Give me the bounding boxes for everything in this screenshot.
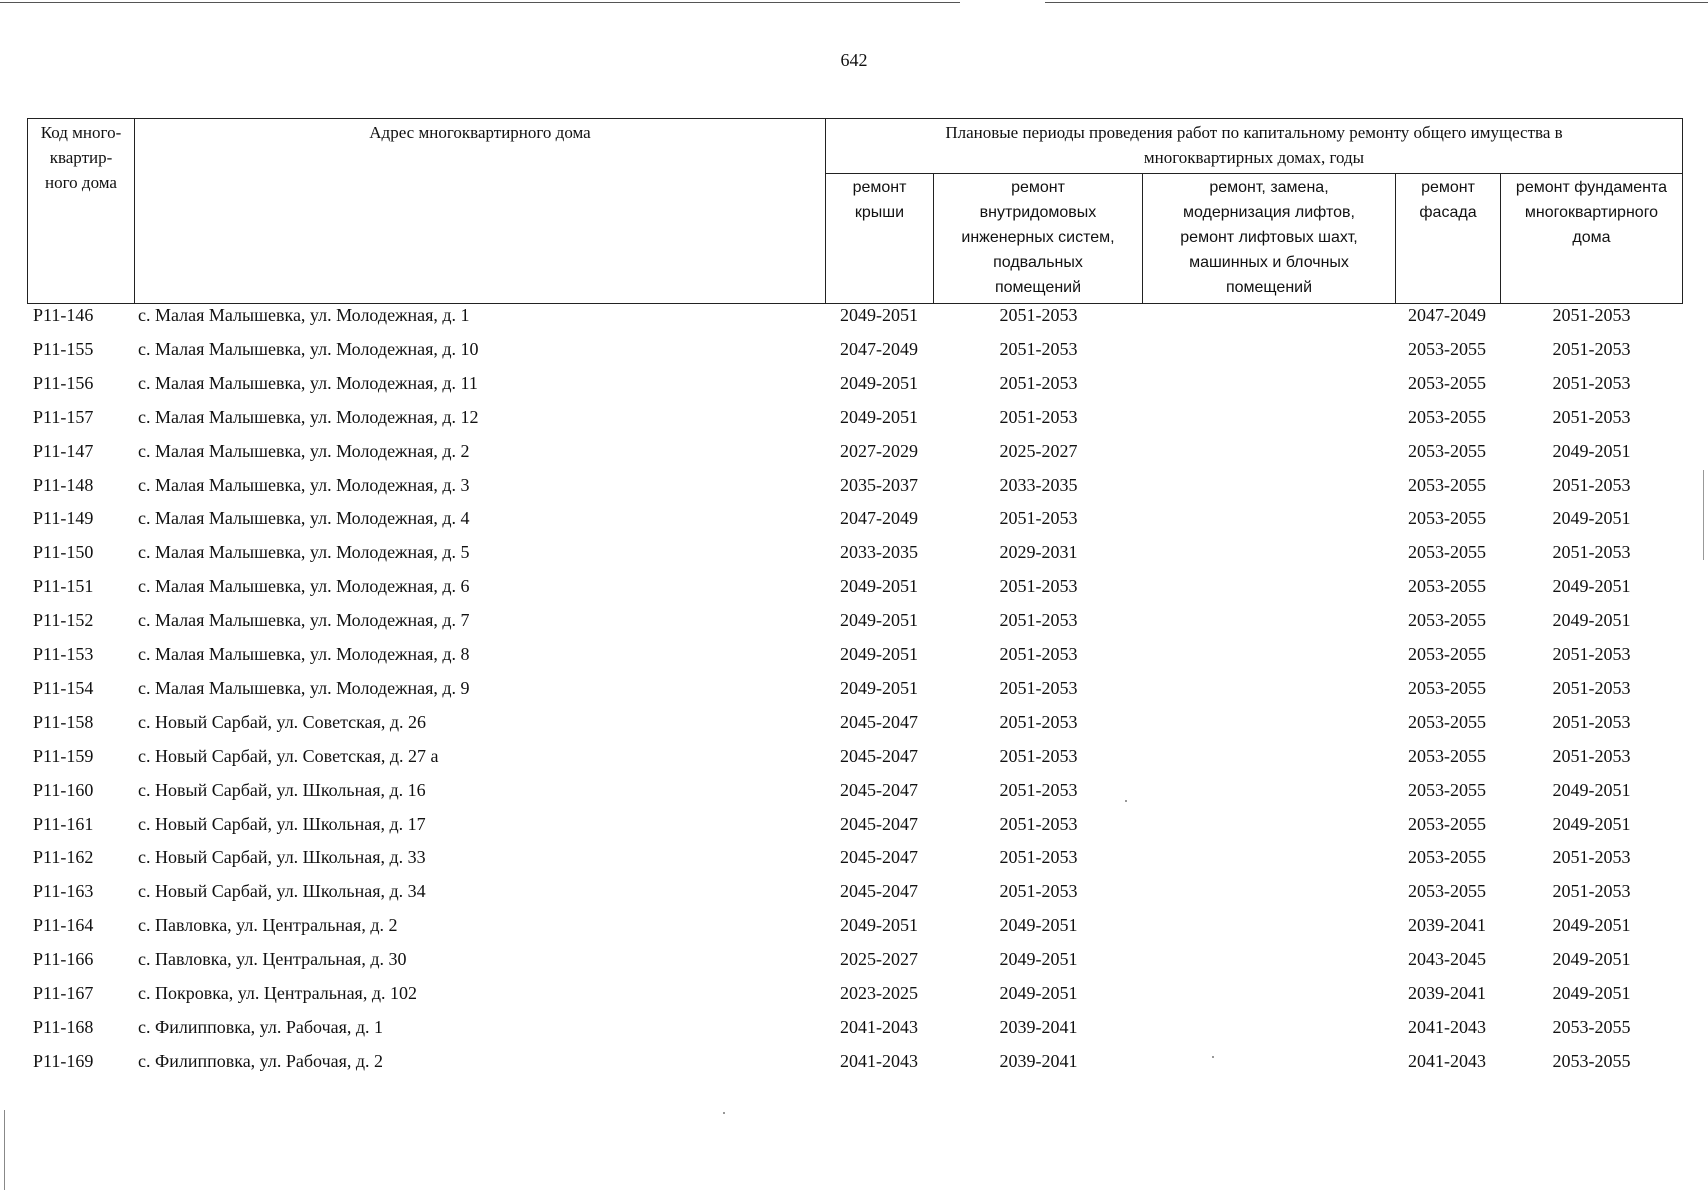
foundation-period-cell: 2049-2051 <box>1552 508 1631 529</box>
roof-period-cell: 2033-2035 <box>840 542 918 563</box>
foundation-period-cell: 2051-2053 <box>1552 745 1631 766</box>
roof-period-cell: 2035-2037 <box>840 474 918 495</box>
facade-period-cell: 2039-2041 <box>1408 915 1486 936</box>
systems-period-cell: 2051-2053 <box>999 338 1078 359</box>
table-row <box>0 610 1708 644</box>
roof-period-cell: 2025-2027 <box>840 949 918 970</box>
address-cell: с. Малая Малышевка, ул. Молодежная, д. 6 <box>138 576 470 597</box>
code-cell: P11-161 <box>33 813 94 834</box>
code-cell: P11-151 <box>33 576 94 597</box>
address-cell: с. Малая Малышевка, ул. Молодежная, д. 10 <box>138 338 479 359</box>
facade-period-cell: 2053-2055 <box>1408 745 1486 766</box>
code-cell: P11-150 <box>33 542 94 563</box>
roof-period-cell: 2045-2047 <box>840 745 918 766</box>
foundation-period-cell: 2053-2055 <box>1552 1016 1631 1037</box>
foundation-period-cell: 2051-2053 <box>1552 338 1631 359</box>
roof-period-cell: 2045-2047 <box>840 813 918 834</box>
foundation-period-cell: 2051-2053 <box>1552 677 1631 698</box>
scan-speck <box>723 1112 725 1114</box>
code-cell: P11-156 <box>33 372 94 393</box>
foundation-period-cell: 2051-2053 <box>1552 711 1631 732</box>
systems-period-cell: 2025-2027 <box>999 440 1078 461</box>
table-row <box>0 746 1708 780</box>
systems-period-cell: 2049-2051 <box>999 983 1078 1003</box>
roof-period-cell: 2041-2043 <box>840 1016 918 1037</box>
address-cell: с. Малая Малышевка, ул. Молодежная, д. 1 <box>138 305 470 325</box>
address-cell: с. Малая Малышевка, ул. Молодежная, д. 3 <box>138 474 470 495</box>
systems-period-cell: 2051-2053 <box>999 847 1078 868</box>
code-cell: P11-160 <box>33 779 94 800</box>
systems-period-cell: 2039-2041 <box>999 1050 1078 1071</box>
top-rule <box>0 2 960 3</box>
systems-period-cell: 2049-2051 <box>999 915 1078 936</box>
roof-period-cell: 2045-2047 <box>840 881 918 902</box>
systems-period-cell: 2051-2053 <box>999 711 1078 732</box>
header-lifts-label: ремонт, замена, модернизация лифтов, ремонт лифтовых шахт, машинных и блочных помещений <box>1180 179 1358 296</box>
table-row <box>0 814 1708 848</box>
code-cell: P11-164 <box>33 915 94 936</box>
systems-period-cell: 2051-2053 <box>999 745 1078 766</box>
address-cell: с. Малая Малышевка, ул. Молодежная, д. 2 <box>138 440 470 461</box>
table-header <box>27 118 1683 304</box>
address-cell: с. Малая Малышевка, ул. Молодежная, д. 5 <box>138 542 470 563</box>
top-rule <box>1045 2 1708 3</box>
header-roof-label: ремонт крыши <box>852 179 907 221</box>
table-row <box>0 644 1708 678</box>
table-row <box>0 881 1708 915</box>
facade-period-cell: 2053-2055 <box>1408 881 1486 902</box>
address-cell: с. Малая Малышевка, ул. Молодежная, д. 7 <box>138 610 470 631</box>
header-group-label: Плановые периоды проведения работ по капитальному ремонту общего имущества в многоквартирных домах, годы <box>945 123 1563 167</box>
roof-period-cell: 2049-2051 <box>840 372 918 393</box>
table-row <box>0 678 1708 712</box>
systems-period-cell: 2051-2053 <box>999 305 1078 325</box>
foundation-period-cell: 2049-2051 <box>1552 779 1631 800</box>
code-cell: P11-155 <box>33 338 94 359</box>
facade-period-cell: 2053-2055 <box>1408 542 1486 563</box>
header-cell-address <box>134 118 826 304</box>
code-cell: P11-163 <box>33 881 94 902</box>
foundation-period-cell: 2049-2051 <box>1552 440 1631 461</box>
facade-period-cell: 2053-2055 <box>1408 338 1486 359</box>
table-row <box>0 712 1708 746</box>
roof-period-cell: 2041-2043 <box>840 1050 918 1071</box>
table-row <box>0 780 1708 814</box>
systems-period-cell: 2049-2051 <box>999 949 1078 970</box>
code-cell: P11-146 <box>33 305 94 325</box>
foundation-period-cell: 2051-2053 <box>1552 474 1631 495</box>
systems-period-cell: 2029-2031 <box>999 542 1078 563</box>
systems-period-cell: 2051-2053 <box>999 610 1078 631</box>
foundation-period-cell: 2051-2053 <box>1552 644 1631 664</box>
roof-period-cell: 2049-2051 <box>840 915 918 936</box>
foundation-period-cell: 2049-2051 <box>1552 915 1631 936</box>
header-systems-label: ремонт внутридомовых инженерных систем, подвальных помещений <box>961 179 1115 296</box>
foundation-period-cell: 2049-2051 <box>1552 576 1631 597</box>
address-cell: с. Новый Сарбай, ул. Школьная, д. 33 <box>138 847 426 868</box>
roof-period-cell: 2049-2051 <box>840 576 918 597</box>
code-cell: P11-157 <box>33 406 94 427</box>
address-cell: с. Новый Сарбай, ул. Советская, д. 26 <box>138 711 427 732</box>
systems-period-cell: 2051-2053 <box>999 576 1078 597</box>
code-cell: P11-147 <box>33 440 94 461</box>
foundation-period-cell: 2049-2051 <box>1552 813 1631 834</box>
code-cell: P11-167 <box>33 983 94 1003</box>
systems-period-cell: 2051-2053 <box>999 372 1078 393</box>
roof-period-cell: 2045-2047 <box>840 847 918 868</box>
facade-period-cell: 2041-2043 <box>1408 1050 1486 1071</box>
table-row <box>0 576 1708 610</box>
systems-period-cell: 2051-2053 <box>999 881 1078 902</box>
page-number: 642 <box>840 50 868 70</box>
roof-period-cell: 2049-2051 <box>840 305 918 325</box>
code-cell: P11-158 <box>33 711 94 732</box>
table-row <box>0 915 1708 949</box>
foundation-period-cell: 2053-2055 <box>1552 1050 1631 1071</box>
systems-period-cell: 2051-2053 <box>999 813 1078 834</box>
code-cell: P11-162 <box>33 847 94 868</box>
address-cell: с. Павловка, ул. Центральная, д. 2 <box>138 915 398 936</box>
roof-period-cell: 2049-2051 <box>840 644 918 664</box>
code-cell: P11-153 <box>33 644 94 664</box>
address-cell: с. Малая Малышевка, ул. Молодежная, д. 8 <box>138 644 470 664</box>
address-cell: с. Малая Малышевка, ул. Молодежная, д. 11 <box>138 372 478 393</box>
address-cell: с. Малая Малышевка, ул. Молодежная, д. 12 <box>138 406 479 427</box>
facade-period-cell: 2053-2055 <box>1408 677 1486 698</box>
address-cell: с. Новый Сарбай, ул. Советская, д. 27 а <box>138 745 439 766</box>
foundation-period-cell: 2049-2051 <box>1552 949 1631 970</box>
foundation-period-cell: 2049-2051 <box>1552 610 1631 631</box>
facade-period-cell: 2043-2045 <box>1408 949 1486 970</box>
facade-period-cell: 2053-2055 <box>1408 406 1486 427</box>
facade-period-cell: 2053-2055 <box>1408 508 1486 529</box>
facade-period-cell: 2053-2055 <box>1408 440 1486 461</box>
table-row <box>0 983 1708 1017</box>
code-cell: P11-169 <box>33 1050 94 1071</box>
roof-period-cell: 2023-2025 <box>840 983 918 1003</box>
foundation-period-cell: 2051-2053 <box>1552 542 1631 563</box>
foundation-period-cell: 2051-2053 <box>1552 372 1631 393</box>
code-cell: P11-159 <box>33 745 94 766</box>
table-row <box>0 305 1708 339</box>
scan-edge-mark <box>4 1110 5 1190</box>
foundation-period-cell: 2051-2053 <box>1552 881 1631 902</box>
facade-period-cell: 2039-2041 <box>1408 983 1486 1003</box>
facade-period-cell: 2053-2055 <box>1408 372 1486 393</box>
code-cell: P11-168 <box>33 1016 94 1037</box>
facade-period-cell: 2053-2055 <box>1408 711 1486 732</box>
header-foundation-label: ремонт фундамента многоквартирного дома <box>1515 179 1668 246</box>
table-row <box>0 949 1708 983</box>
facade-period-cell: 2053-2055 <box>1408 474 1486 495</box>
systems-period-cell: 2033-2035 <box>999 474 1078 495</box>
table-row <box>0 407 1708 441</box>
roof-period-cell: 2047-2049 <box>840 338 918 359</box>
address-cell: с. Новый Сарбай, ул. Школьная, д. 17 <box>138 813 426 834</box>
address-cell: с. Покровка, ул. Центральная, д. 102 <box>138 983 417 1003</box>
systems-period-cell: 2039-2041 <box>999 1016 1078 1037</box>
roof-period-cell: 2045-2047 <box>840 711 918 732</box>
facade-period-cell: 2053-2055 <box>1408 644 1486 664</box>
code-cell: P11-152 <box>33 610 94 631</box>
roof-period-cell: 2027-2029 <box>840 440 918 461</box>
address-cell: с. Малая Малышевка, ул. Молодежная, д. 4 <box>138 508 470 529</box>
header-facade-label: ремонт фасада <box>1419 179 1477 221</box>
table-row <box>0 373 1708 407</box>
table-row <box>0 339 1708 373</box>
address-cell: с. Новый Сарбай, ул. Школьная, д. 34 <box>138 881 426 902</box>
facade-period-cell: 2053-2055 <box>1408 610 1486 631</box>
facade-period-cell: 2053-2055 <box>1408 847 1486 868</box>
table-row <box>0 508 1708 542</box>
address-cell: с. Филипповка, ул. Рабочая, д. 1 <box>138 1016 384 1037</box>
roof-period-cell: 2045-2047 <box>840 779 918 800</box>
systems-period-cell: 2051-2053 <box>999 779 1078 800</box>
table-row <box>0 847 1708 881</box>
table-row <box>0 542 1708 576</box>
roof-period-cell: 2047-2049 <box>840 508 918 529</box>
facade-period-cell: 2041-2043 <box>1408 1016 1486 1037</box>
systems-period-cell: 2051-2053 <box>999 508 1078 529</box>
header-code-label: Код много- квартир- ного дома <box>40 123 122 192</box>
foundation-period-cell: 2051-2053 <box>1552 305 1631 325</box>
facade-period-cell: 2053-2055 <box>1408 813 1486 834</box>
systems-period-cell: 2051-2053 <box>999 644 1078 664</box>
table-row <box>0 1051 1708 1085</box>
code-cell: P11-149 <box>33 508 94 529</box>
address-cell: с. Новый Сарбай, ул. Школьная, д. 16 <box>138 779 426 800</box>
foundation-period-cell: 2051-2053 <box>1552 406 1631 427</box>
header-address-label: Адрес многоквартирного дома <box>369 123 591 142</box>
foundation-period-cell: 2049-2051 <box>1552 983 1631 1003</box>
foundation-period-cell: 2051-2053 <box>1552 847 1631 868</box>
address-cell: с. Филипповка, ул. Рабочая, д. 2 <box>138 1050 384 1071</box>
address-cell: с. Малая Малышевка, ул. Молодежная, д. 9 <box>138 677 470 698</box>
systems-period-cell: 2051-2053 <box>999 677 1078 698</box>
roof-period-cell: 2049-2051 <box>840 677 918 698</box>
facade-period-cell: 2053-2055 <box>1408 779 1486 800</box>
code-cell: P11-166 <box>33 949 94 970</box>
code-cell: P11-154 <box>33 677 94 698</box>
systems-period-cell: 2051-2053 <box>999 406 1078 427</box>
code-cell: P11-148 <box>33 474 94 495</box>
table-row <box>0 1017 1708 1051</box>
address-cell: с. Павловка, ул. Центральная, д. 30 <box>138 949 407 970</box>
roof-period-cell: 2049-2051 <box>840 610 918 631</box>
roof-period-cell: 2049-2051 <box>840 406 918 427</box>
facade-period-cell: 2047-2049 <box>1408 305 1486 325</box>
table-row <box>0 441 1708 475</box>
facade-period-cell: 2053-2055 <box>1408 576 1486 597</box>
table-row <box>0 475 1708 509</box>
